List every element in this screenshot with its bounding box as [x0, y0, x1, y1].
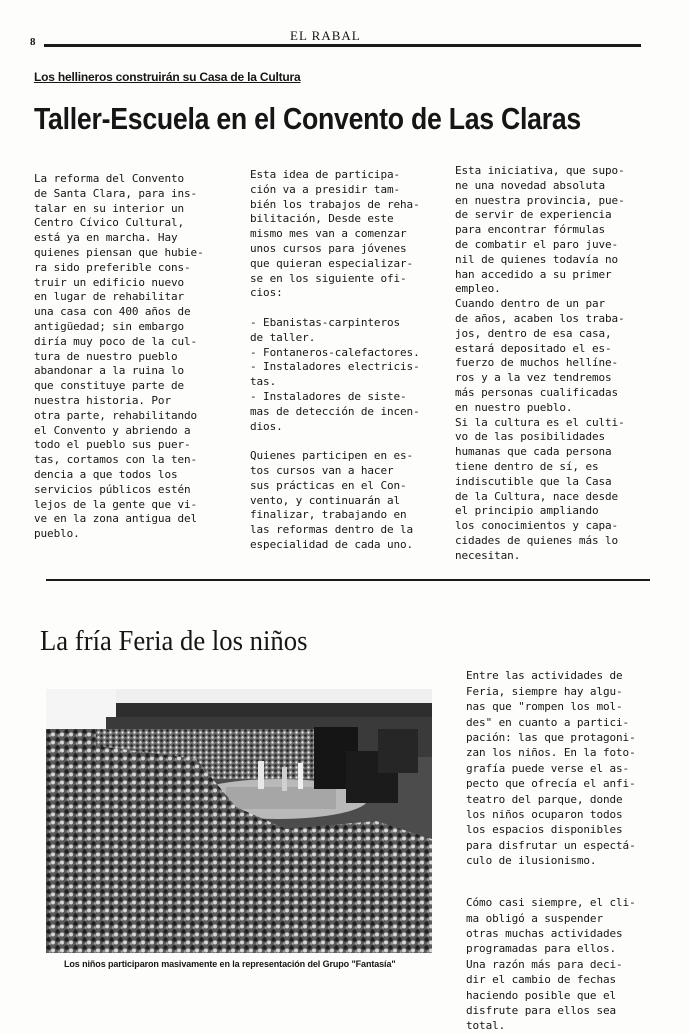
article1-headline: Taller-Escuela en el Convento de Las Claras	[34, 101, 582, 136]
article1-kicker: Los hellineros construirán su Casa de la Cultura	[34, 70, 301, 84]
crowd-photo	[46, 689, 432, 953]
article2-headline: La fría Feria de los niños	[40, 625, 308, 657]
page-number: 8	[30, 36, 36, 48]
photo-caption: Los niños participaron masivamente en la representación del Grupo "Fantasía"	[64, 959, 396, 969]
article1-column-3: Esta iniciativa, que supo- ne una novedad absoluta en nuestra provincia, pue- de servir de experiencia para encontrar fórmulas de combatir el paro juve- nil de quienes todavía no han accedido a su primer empleo. Cuando dentro de un par de años, acaben los traba- jos, dentro de esa casa, estará depositado el es- fuerzo de muchos hellíne- ros y a la vez tendremos más personas cualificadas en nuestro pueblo. Si la cultura es el culti- vo de las posibilidades humanas que cada persona tiene dentro de sí, es indiscutible que la Casa de la Cultura, nace desde el principio ampliando los conocimientos y capa- cidades de quienes más lo necesitan.	[455, 164, 625, 562]
article2-column	[466, 653, 668, 1034]
article1-column-2: Esta idea de participa- ción va a presidir tam- bién los trabajos de reha- bilitación, Desde este mismo mes van a comenzar unos cursos para jóvenes que quieran especializar- se en los siguiente ofi- cios: - Ebanistas-carpinteros de taller. - Fontaneros-calefactores. - Instaladores electricis- tas. - Instaladores de siste- mas de detección de incen- dios. Quienes participen en es- tos cursos van a hacer sus prácticas en el Con- vento, y continuarán al finalizar, trabajando en las reformas dentro de la especialidad de cada uno.	[250, 168, 420, 551]
article2-paragraph-2: Cómo casi siempre, el cli- ma obligó a suspender otras muchas actividades programadas para ellos. Una razón más para deci- dir el cambio de fechas haciendo posible que el disfrute para ellos sea total.	[466, 896, 636, 1033]
header-rule	[44, 44, 641, 47]
publication-title: EL RABAL	[290, 28, 361, 43]
article1-column-1: La reforma del Convento de Santa Clara, para ins- talar en su interior un Centro Cívico Cultural, está ya en marcha. Hay quienes piensan que hubie- ra sido preferible cons- truir un edificio nuevo en lugar de rehabilitar una casa con 400 años de antigüedad; sin embargo diría muy poco de la cul- tura de nuestro pueblo abandonar a la ruina lo que constituye parte de nuestra historia. Por otra parte, rehabilitando el Convento y abriendo a todo el pueblo sus puer- tas, cortamos con la ten- dencia a que todos los servicios públicos estén lejos de la gente que vi- ve en la zona antigua del pueblo.	[34, 172, 204, 541]
amphitheatre-photo-image	[46, 689, 432, 953]
section-rule	[46, 579, 650, 581]
article2-paragraph-1: Entre las actividades de Feria, siempre hay algu- nas que "rompen los mol- des" en cuanto a partici- pación: las que protagoni- zan los niños. En la foto- grafía puede verse el as- pecto que ofrecía el anfi- teatro del parque, donde los niños ocuparon todos los espacios disponibles para disfrutar un espectá- culo de ilusionismo.	[466, 669, 636, 868]
